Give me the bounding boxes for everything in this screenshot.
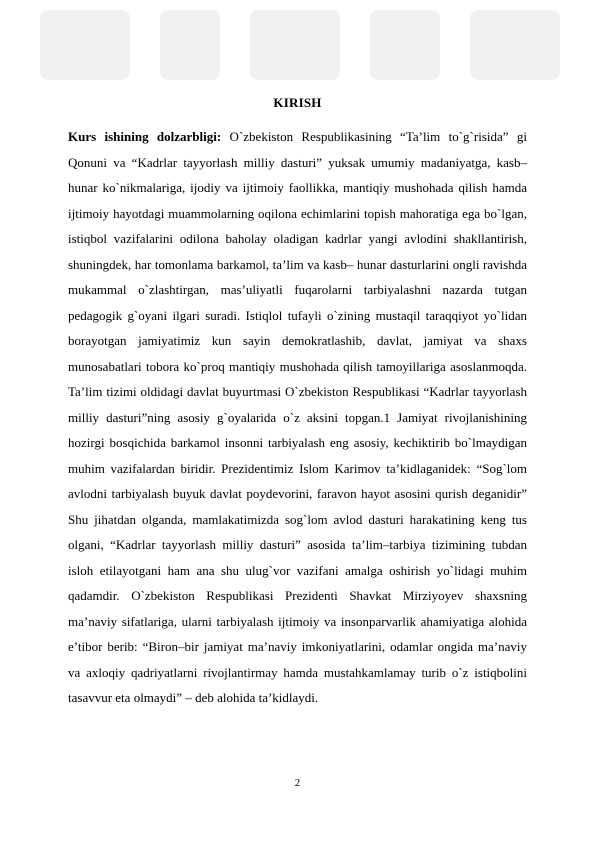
page-title: KIRISH <box>273 95 322 110</box>
page-number: 2 <box>294 777 301 789</box>
body-paragraph <box>68 124 527 711</box>
paragraph-text: O`zbekiston Respublikasining “Ta’lim to`g`risida” gi Qonuni va “Kadrlar tayyorlash milliy dasturi” yuksak umumiy madaniyatga, kasb–hunar ko`nikmalariga, ijodiy va ijtimoiy faollikka, mantiqiy mushohada qilish hamda ijtimoiy hayotdagi muammolarning oqilona echimlarini topish mahoratiga ega bo`lgan, istiqbol vazifalarini odilona baholay oladigan kadrlar yangi avlodini shakllantirish, shuningdek, har tomonlama barkamol, ta’lim va kasb– hunar dasturlarini ongli ravishda mukammal o`zlashtirgan, mas’uliyatli fuqarolarni tarbiyalashni nazarda tutgan pedagogik g`oyani ilgari suradi. Istiqlol tufayli o`zining mustaqil taraqqiyot yo`lidan borayotgan jamiyatimiz kun sayin demokratlashib, davlat, jamiyat va shaxs munosabatlari tobora ko`proq mantiqiy mushohada qilish tamoyillariga asoslanmoqda. Ta’lim tizimi oldidagi davlat buyurtmasi O`zbekiston Respublikasi “Kadrlar tayyorlash milliy dasturi”ning asosiy g`oyalarida o`z aksini topgan.1 Jamiyat rivojlanishining hozirgi bosqichida barkamol insonni tarbiyalash eng asosiy, kechiktirib bo`lmaydigan muhim vazifalardan biridir. Prezidentimiz Islom Karimov ta’kidlaganidek: “Sog`lom avlodni tarbiyalash buyuk davlat poydevorini, faravon hayot asosini qurish deganidir” Shu jihatdan olganda, mamlakatimizda sog`lom avlod dasturi harakatining keng tus olgani, “Kadrlar tayyorlash milliy dasturi” asosida ta’lim–tarbiya tizimining tubdan isloh etilayotgani ham ana shu ulug`vor vazifani amalga oshirish yo`lidagi muhim qadamdir. O`zbekiston Respublikasi Prezidenti Shavkat Mirziyoyev shaxsning ma’naviy sifatlariga, ularni tarbiyalash ijtimoiy va insonparvarlik ahamiyatiga alohida e’tibor berib: “Biron–bir jamiyat ma’naviy imkoniyatlarini, odamlar ongida ma’naviy va axloqiy qadriyatlarni rivojlantirmay hamda mustahkamlamay turib o`z istiqbolini tasavvur eta olmaydi” – deb alohida ta’kidlaydi. <box>68 129 527 705</box>
lead-label: Kurs ishining dolzarbligi: <box>68 129 222 144</box>
